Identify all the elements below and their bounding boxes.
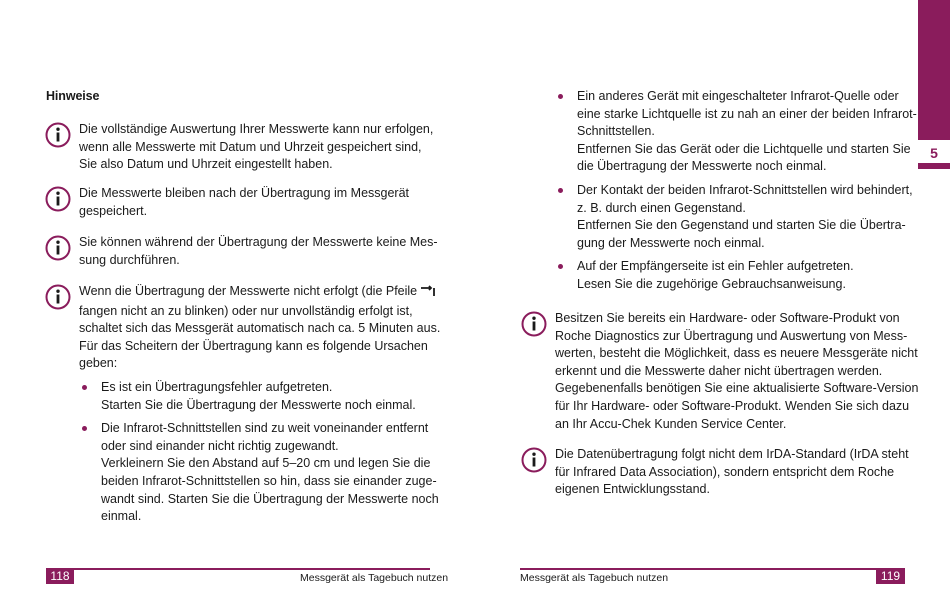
info-note [44, 121, 433, 174]
bullet-dot [558, 264, 563, 269]
page-number: 118 [46, 568, 74, 584]
note-text: Die Datenübertragung folgt nicht dem IrDA-Standard (IrDA steht für Infrared Data Association), sondern entspricht dem Roche eigenen Entwicklungsstand. [555, 447, 909, 497]
note-text: Besitzen Sie bereits ein Hardware- oder Software-Produkt von Roche Diagnostics zur Übertragung und Auswertung von Mess- werten, besteht die Möglichkeit, dass es neuere Messgeräte nicht erkennt und die Messwerte daher nicht übertragen werden. Gegebenenfalls benötigen Sie eine aktualisierte Software-Version für Ihr Hardware- oder Software-Produkt. Wenden Sie sich dazu an Ihr Accu-Chek Kunden Service Center. [555, 311, 919, 431]
section-heading: Hinweise [46, 89, 100, 103]
info-note [520, 446, 909, 499]
cause-list-continued [557, 88, 917, 294]
list-item: Der Kontakt der beiden Infrarot-Schnittstellen wird behindert, z. B. durch einen Gegenstand. Entfernen Sie den Gegenstand und starten Sie die Übertra- gung der Messwerte noch einmal. [557, 182, 917, 252]
info-note [44, 234, 438, 269]
page-number: 119 [876, 568, 905, 584]
info-note [44, 283, 440, 526]
bullet-dot [558, 188, 563, 193]
footer-rule [46, 568, 430, 570]
footer-title: Messgerät als Tagebuch nutzen [520, 572, 669, 584]
footer-rule [520, 568, 905, 570]
list-item: Die Infrarot-Schnittstellen sind zu weit voneinander entfernt oder sind einander nicht richtig zugewandt. Verkleinern Sie den Abstand auf 5–20 cm und legen Sie die beiden Infrarot-Schnittstellen so hin, dass sie einander zuge- wandt sind. Starten Sie die Übertragung der Messwerte noch einmal. [81, 420, 440, 526]
info-icon [44, 234, 72, 262]
note-text: Sie können während der Übertragung der Messwerte keine Mes- sung durchführen. [79, 235, 438, 267]
chapter-tab [918, 0, 950, 140]
note-text: Die Messwerte bleiben nach der Übertragung im Messgerät gespeichert. [79, 186, 410, 218]
info-note [520, 310, 918, 433]
list-item: Ein anderes Gerät mit eingeschalteter Infrarot-Quelle oder eine starke Lichtquelle ist zu nah an einer der beiden Infrarot- Schnittstellen. Entfernen Sie das Gerät oder die Lichtquelle und starten Sie die Übertragung der Messwerte noch einmal. [557, 88, 917, 176]
info-icon [44, 185, 72, 213]
note-text: Wenn die Übertragung der Messwerte nicht erfolgt (die Pfeile fangen nicht an zu blinken) oder nur unvollständig erfolgt ist, schaltet sich das Messgerät automatisch nach ca. 5 Minuten aus. Für das Scheitern der Übertragung kann es folgende Ursachen geben: Es ist ein Übertragungsfehler aufgetreten. Starten Sie die Übertragung der Messwerte noch einmal. Die Infrarot-Schnittstellen sind zu weit voneinander entfernt oder sind einander nicht richtig zugewandt. Verkleinern Sie den Abstand auf 5–20 cm und legen Sie die beiden Infrarot-Schnittstellen so hin, dass sie einander zuge- wandt sind. Starten Sie die Übertragung der Messwerte noch einmal. [79, 283, 440, 526]
info-icon [520, 446, 548, 474]
note-text: Die vollständige Auswertung Ihrer Messwerte kann nur erfolgen, wenn alle Messwerte mit Datum und Uhrzeit gespeichert sind, Sie also Datum und Uhrzeit eingestellt haben. [79, 122, 434, 172]
list-item: Auf der Empfängerseite ist ein Fehler aufgetreten. Lesen Sie die zugehörige Gebrauchsanweisung. [557, 258, 917, 293]
chapter-number: 5 [930, 145, 938, 161]
bullet-dot [82, 426, 87, 431]
footer-title: Messgerät als Tagebuch nutzen [300, 572, 449, 584]
chapter-marker [918, 163, 950, 169]
cause-list [81, 379, 440, 526]
info-note [44, 185, 409, 220]
right-page [475, 0, 950, 611]
bullet-dot [82, 385, 87, 390]
info-icon [44, 121, 72, 149]
transfer-arrows-icon [420, 285, 436, 303]
info-icon [44, 283, 72, 311]
list-item: Es ist ein Übertragungsfehler aufgetreten. Starten Sie die Übertragung der Messwerte noch einmal. [81, 379, 440, 414]
bullet-dot [558, 94, 563, 99]
info-icon [520, 310, 548, 338]
